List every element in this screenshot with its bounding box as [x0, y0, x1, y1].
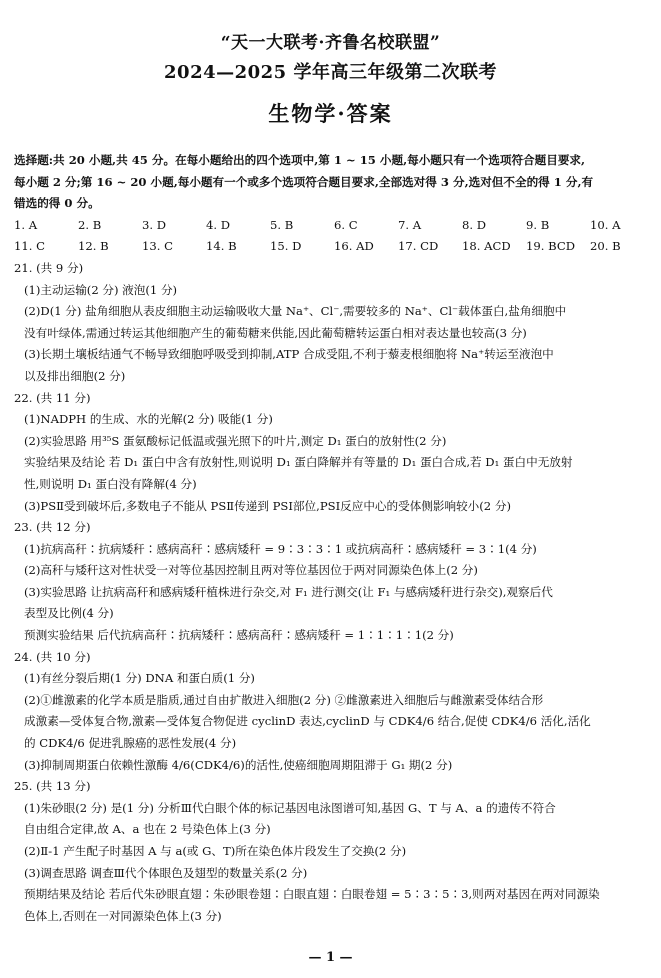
q22-line: (2)实验思路 用³⁵S 蛋氨酸标记低温或强光照下的叶片,测定 D₁ 蛋白的放射性(2 分)	[24, 433, 447, 448]
answer-item: 13. C	[142, 239, 173, 254]
q25-line: (1)朱砂眼(2 分) 是(1 分) 分析Ⅲ代白眼个体的标记基因电泳图谱可知,基因 G、T 与 A、a 的遗传不符合	[24, 800, 556, 815]
q24-line: 成激素—受体复合物,激素—受体复合物促进 cyclinD 表达,cyclinD 与 CDK4/6 结合,促使 CDK4/6 活化,活化	[24, 714, 591, 729]
answer-item: 20. B	[590, 239, 621, 254]
q23-line: 表型及比例(4 分)	[24, 606, 114, 621]
intro-line-3: 错选的得 0 分。	[14, 196, 100, 211]
q24-line: (2)①雌激素的化学本质是脂质,通过自由扩散进入细胞(2 分) ②雌激素进入细胞后与雌激素受体结合形	[24, 692, 544, 707]
q22-line: 实验结果及结论 若 D₁ 蛋白中含有放射性,则说明 D₁ 蛋白降解并有等量的 D₁ 蛋白合成,若 D₁ 蛋白中无放射	[24, 455, 573, 470]
answer-item: 9. B	[526, 217, 550, 232]
q25-title: 25. (共 13 分)	[14, 779, 91, 794]
q23-line: (2)高秆与矮秆这对性状受一对等位基因控制且两对等位基因位于两对同源染色体上(2 分)	[24, 563, 478, 578]
answer-item: 16. AD	[334, 239, 374, 254]
q25-line: (2)Ⅱ-1 产生配子时基因 A 与 a(或 G、T)所在染色体片段发生了交换(2 分)	[24, 844, 407, 858]
answers-row-1	[14, 215, 654, 237]
q22-line: (1)NADPH 的生成、水的光解(2 分) 吸能(1 分)	[24, 412, 273, 427]
answer-item: 3. D	[142, 217, 167, 232]
q21-line: 以及排出细胞(2 分)	[24, 368, 126, 383]
answer-item: 18. ACD	[462, 239, 511, 254]
q24-title: 24. (共 10 分)	[14, 649, 91, 664]
answer-item: 11. C	[14, 239, 45, 254]
q23-line: 预测实验结果 后代抗病高秆∶抗病矮秆∶感病高秆∶感病矮秆 = 1∶1∶1∶1(2 分)	[24, 628, 454, 643]
q25-line: 色体上,否则在一对同源染色体上(3 分)	[24, 908, 222, 923]
answers-row-2	[14, 236, 654, 258]
answer-item: 14. B	[206, 239, 237, 254]
answer-item: 5. B	[270, 217, 294, 232]
q24-line: 的 CDK4/6 促进乳腺癌的恶性发展(4 分)	[24, 736, 237, 751]
q24-line: (3)抑制周期蛋白依赖性激酶 4/6(CDK4/6)的活性,使癌细胞周期阻滞于 G₁ 期(2 分)	[24, 757, 453, 772]
exam-year-title: 2024—2025 学年高三年级第二次联考	[164, 62, 497, 83]
q22-line: (3)PSⅡ受到破坏后,多数电子不能从 PSⅡ传递到 PSⅠ部位,PSⅠ反应中心的受体侧影响较小(2 分)	[24, 498, 511, 513]
intro-line-2: 每小题 2 分;第 16 ~ 20 小题,每小题有一个或多个选项符合题目要求,全部选对得 3 分,选对但不全的得 1 分,有	[14, 174, 594, 189]
exam-alliance-title: “天一大联考·齐鲁名校联盟”	[220, 33, 441, 53]
q23-title: 23. (共 12 分)	[14, 520, 91, 535]
q25-line: 预期结果及结论 若后代朱砂眼直翅∶朱砂眼卷翅∶白眼直翅∶白眼卷翅 = 5∶3∶5∶3,则两对基因在两对同源染	[24, 887, 600, 902]
q21-line: (3)长期土壤板结通气不畅导致细胞呼吸受到抑制,ATP 合成受阻,不利于藜麦根细胞将 Na⁺转运至液泡中	[24, 347, 554, 362]
answer-item: 6. C	[334, 217, 358, 232]
answer-item: 7. A	[398, 217, 422, 232]
q23-line: (1)抗病高秆∶抗病矮秆∶感病高秆∶感病矮秆 = 9∶3∶3∶1 或抗病高秆∶感病矮秆 = 3∶1(4 分)	[24, 541, 537, 556]
q23-line: (3)实验思路 让抗病高秆和感病矮秆植株进行杂交,对 F₁ 进行测交(让 F₁ 与感病矮秆进行杂交),观察后代	[24, 584, 553, 599]
q21-line: (2)D(1 分) 盐角细胞从表皮细胞主动运输吸收大量 Na⁺、Cl⁻,需要较多的 Na⁺、Cl⁻载体蛋白,盐角细胞中	[24, 304, 567, 319]
answer-item: 2. B	[78, 217, 102, 232]
answer-item: 15. D	[270, 239, 302, 254]
q25-line: (3)调查思路 调查Ⅲ代个体眼色及翅型的数量关系(2 分)	[24, 865, 308, 880]
subject-title: 生物学·答案	[268, 101, 393, 126]
page-number: — 1 —	[308, 950, 353, 965]
answer-body	[14, 150, 654, 927]
answer-item: 1. A	[14, 217, 38, 232]
answer-item: 19. BCD	[526, 239, 576, 254]
q21-line: 没有叶绿体,需通过转运其他细胞产生的葡萄糖来供能,因此葡萄糖转运蛋白相对表达量也较高(3 分)	[24, 325, 527, 340]
answer-item: 17. CD	[398, 239, 439, 254]
intro-line-1: 选择题:共 20 小题,共 45 分。在每小题给出的四个选项中,第 1 ~ 15 小题,每小题只有一个选项符合题目要求,	[14, 153, 586, 167]
q21-line: (1)主动运输(2 分) 液泡(1 分)	[24, 282, 178, 297]
q22-line: 性,则说明 D₁ 蛋白没有降解(4 分)	[24, 476, 197, 491]
q22-title: 22. (共 11 分)	[14, 390, 91, 405]
q25-line: 自由组合定律,故 A、a 也在 2 号染色体上(3 分)	[24, 822, 271, 837]
answer-item: 12. B	[78, 239, 109, 254]
q21-title: 21. (共 9 分)	[14, 260, 84, 275]
answer-item: 10. A	[590, 217, 621, 232]
answer-item: 4. D	[206, 217, 231, 232]
answer-item: 8. D	[462, 217, 487, 232]
q24-line: (1)有丝分裂后期(1 分) DNA 和蛋白质(1 分)	[24, 671, 255, 686]
